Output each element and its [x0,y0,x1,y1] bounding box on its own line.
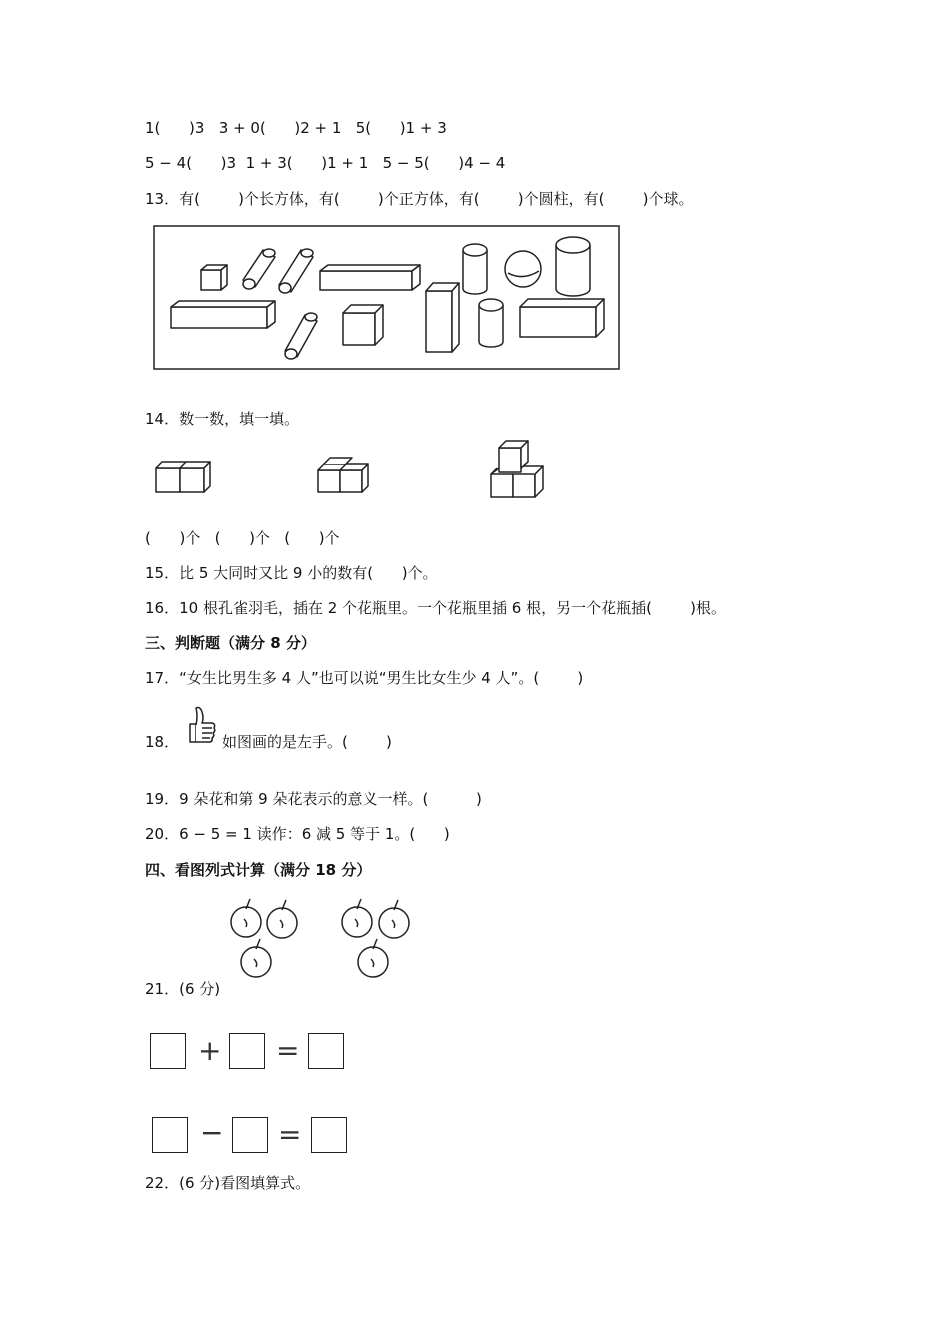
question-18-text: 如图画的是左手。( ) [222,733,392,751]
question-19: 19．9 朵花和第 9 朵花表示的意义一样。( ) [145,790,482,808]
thumbs-up-hand-icon [182,704,218,746]
cylinder-upright-big [556,237,590,296]
minus-sign: − [200,1116,224,1149]
compare-row-1: 1( )3 3 + 0( )2 + 1 5( )1 + 3 [145,119,447,137]
cylinder-tilted-1 [243,249,275,289]
equals-sign: = [276,1034,300,1067]
question-22: 22．(6 分)看图填算式。 [145,1174,311,1192]
equals-sign: = [278,1118,302,1151]
question-14: 14．数一数，填一填。 [145,410,300,428]
apple-group-left [231,899,297,977]
apple [241,939,271,977]
cylinder-upright-1 [463,244,487,294]
shapes-figure [153,225,623,375]
apple [231,899,261,937]
cube-stack-2 [318,458,368,492]
tall-cuboid [426,283,459,352]
answer-box[interactable] [229,1033,265,1069]
cylinder-tilted-3 [285,313,317,359]
section-4-heading: 四、看图列式计算（满分 18 分） [145,861,372,879]
question-21: 21．(6 分) [145,980,221,998]
cylinder-upright-2 [479,299,503,347]
apple [379,900,409,938]
plus-sign: + [198,1034,222,1067]
apple [342,899,372,937]
answer-box[interactable] [152,1117,188,1153]
question-16: 16．10 根孔雀羽毛，插在 2 个花瓶里。一个花瓶里插 6 根，另一个花瓶插( )根。 [145,599,726,617]
section-3-heading: 三、判断题（满分 8 分） [145,634,316,652]
apple [267,900,297,938]
cylinder-tilted-2 [279,249,313,293]
question-18-number: 18． [145,733,180,751]
question-20: 20．6 − 5 = 1 读作：6 减 5 等于 1。( ) [145,825,450,843]
question-14-blanks: ( )个 ( )个 ( )个 [145,529,340,547]
cube-stack-1 [156,462,210,492]
question-15: 15．比 5 大同时又比 9 小的数有( )个。 [145,564,438,582]
apple-group-right [342,899,409,977]
answer-box[interactable] [150,1033,186,1069]
apples-figure [224,895,424,985]
answer-box[interactable] [232,1117,268,1153]
sphere-shape [505,251,541,287]
cube-stack-3 [491,441,543,497]
question-13: 13．有( )个长方体，有( )个正方体，有( )个圆柱，有( )个球。 [145,190,694,208]
long-cuboid-top [320,265,420,290]
answer-box[interactable] [308,1033,344,1069]
long-cuboid-left [171,301,275,328]
long-cuboid-right [520,299,604,337]
cube-stacks-figure [150,436,570,506]
cube-shape [343,305,383,345]
compare-row-2: 5 − 4( )3 1 + 3( )1 + 1 5 − 5( )4 − 4 [145,154,506,172]
apple [358,939,388,977]
answer-box[interactable] [311,1117,347,1153]
question-17: 17．“女生比男生多 4 人”也可以说“男生比女生少 4 人”。( ) [145,669,584,687]
small-cube-shape [201,265,227,290]
